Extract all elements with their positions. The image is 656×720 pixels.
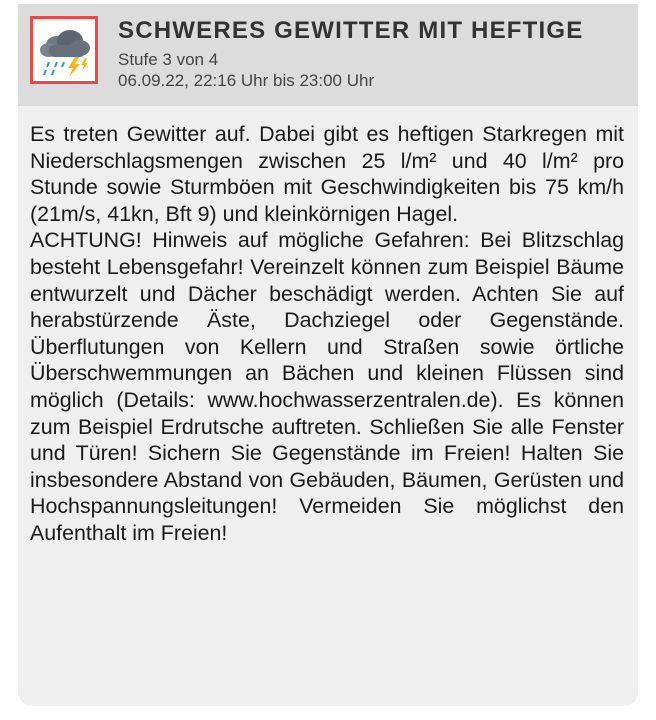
thunderstorm-icon [37,25,93,77]
warning-level-icon-frame [30,16,98,84]
warning-level: Stufe 3 von 4 [118,50,219,69]
warning-header [18,4,638,106]
warning-body [30,121,624,547]
warning-instruction: ACHTUNG! Hinweis auf mögliche Gefahren: Bei Blitzschlag besteht Lebensgefahr! Vereinzelt können zum Beispiel Bäume entwurzelt und Dächer beschädigt werden. Achten Sie auf herabstürzende Äste, Dachziegel oder Gegenstände. Überflutungen von Kellern und Straßen sowie örtliche Überschwemmungen an Bächen und kleinen Flüssen sind möglich (Details: www.hochwasserzentralen.de). Es können zum Beispiel Erdrutsche auftreten. Schließen Sie alle Fenster und Türen! Sichern Sie Gegenstände im Freien! Halten Sie insbesondere Abstand von Gebäuden, Bäumen, Gerüsten und Hochspannungsleitungen! Vermeiden Sie möglichst den Aufenthalt im Freien! [30,228,624,545]
warning-title: SCHWERES GEWITTER MIT HEFTIGE [118,17,584,44]
warning-card[interactable] [18,4,638,706]
warning-time-range: 06.09.22, 22:16 Uhr bis 23:00 Uhr [118,71,375,90]
warning-description: Es treten Gewitter auf. Dabei gibt es heftigen Starkregen mit Niederschlagsmengen zwischen 25 l/m² und 40 l/m² pro Stunde sowie Sturmböen mit Geschwindigkeiten bis 75 km/h (21m/s, 41kn, Bft 9) und kleinkörnigen Hagel. [30,122,624,226]
